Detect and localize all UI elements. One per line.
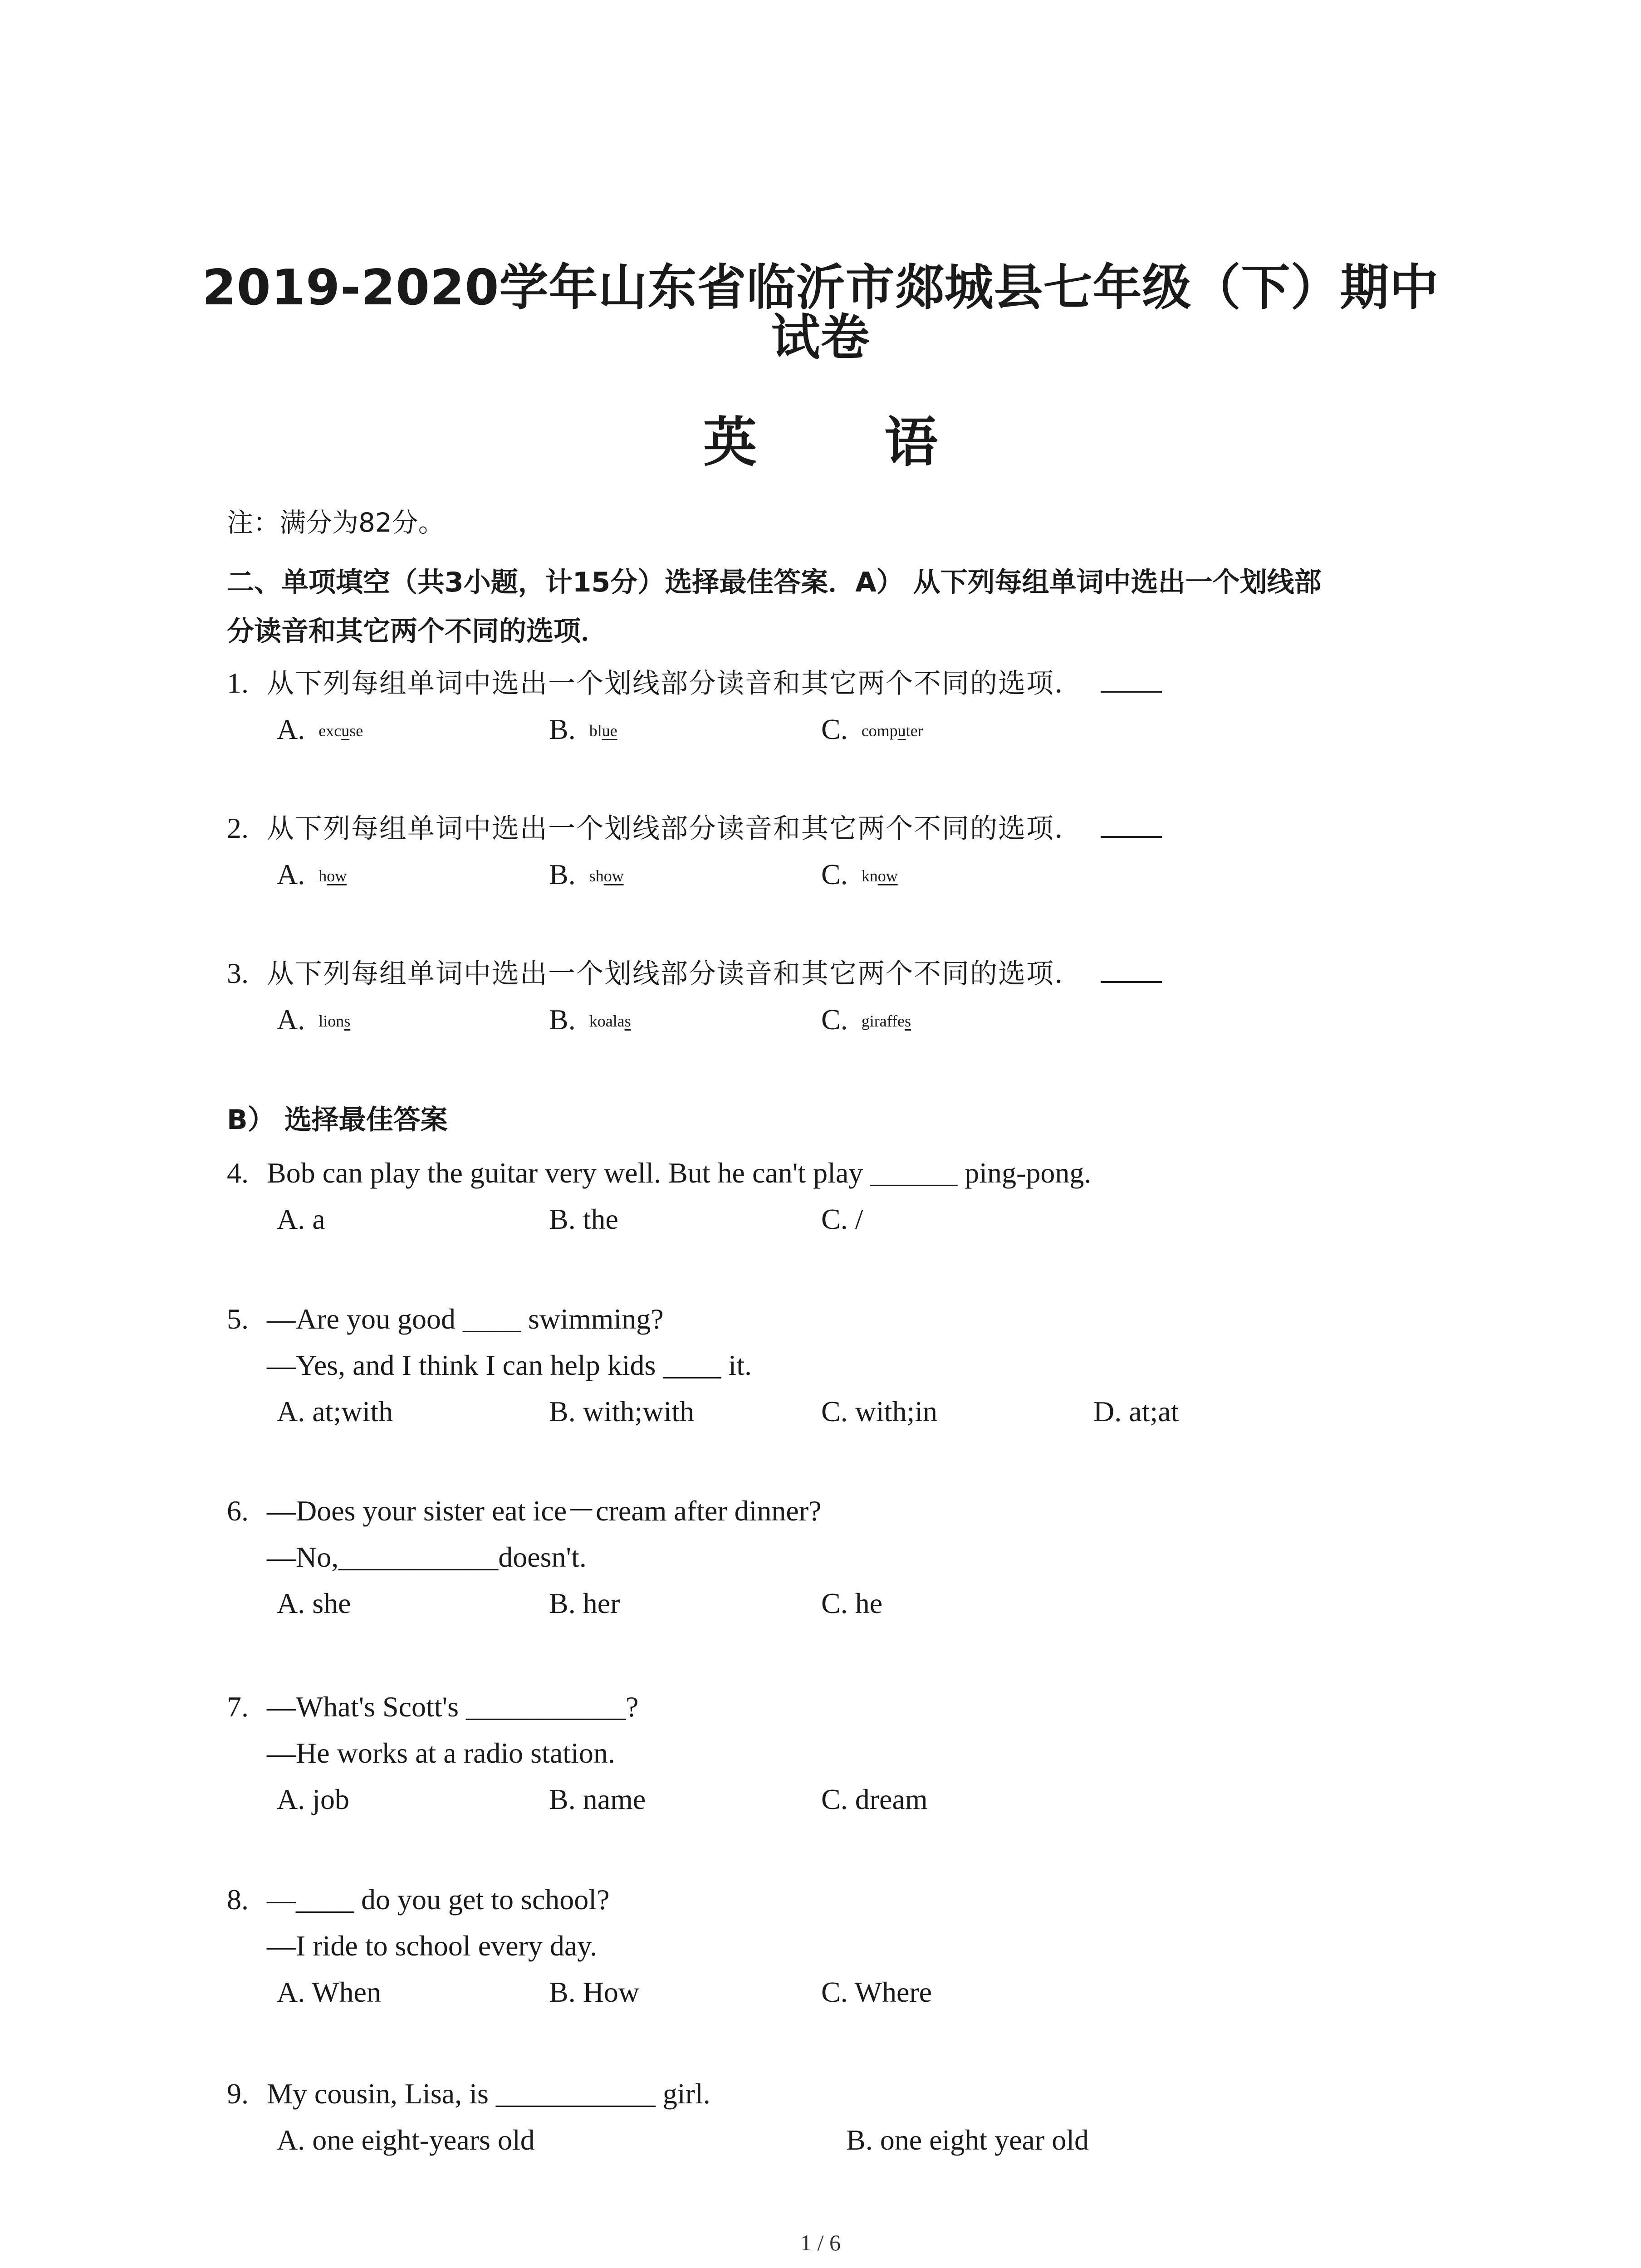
question-4 — [227, 1150, 1479, 1242]
question-number: 4. — [227, 1157, 249, 1189]
option-b: B. koalas — [549, 1003, 631, 1036]
question-2 — [227, 805, 1479, 898]
option-a: A. how — [277, 858, 347, 890]
section-a-heading-line-2: 分读音和其它两个不同的选项． — [227, 616, 608, 647]
section-a-heading — [227, 558, 1452, 656]
question-stem: Bob can play the guitar very well. But he can't play ______ ping-pong. — [267, 1157, 1092, 1189]
option-c: C. he — [821, 1587, 883, 1619]
question-stem-line-2: —No,___________doesn't. — [267, 1541, 587, 1573]
option-c: C. know — [821, 858, 898, 890]
option-b: B. name — [549, 1783, 646, 1815]
option-c: C. dream — [821, 1783, 928, 1815]
question-number: 7. — [227, 1691, 249, 1723]
question-stem: 从下列每组单词中选出一个划线部分读音和其它两个不同的选项． — [267, 668, 1083, 699]
question-stem-line-2: —He works at a radio station. — [267, 1737, 615, 1769]
score-note: 注：满分为82分。 — [227, 507, 445, 538]
option-a: A. lions — [277, 1003, 351, 1036]
option-c: C. computer — [821, 713, 923, 745]
option-b: B. the — [549, 1203, 618, 1235]
option-a: A. excuse — [277, 713, 363, 745]
answer-blank — [1101, 665, 1162, 693]
option-b: B. with;with — [549, 1395, 695, 1427]
question-number: 6. — [227, 1495, 249, 1527]
question-8 — [227, 1877, 1479, 2015]
option-b: B. show — [549, 858, 624, 890]
option-b: B. How — [549, 1976, 640, 2008]
answer-blank — [1101, 810, 1162, 838]
option-a: A. job — [277, 1783, 349, 1815]
option-a: A. a — [277, 1203, 325, 1235]
option-c: C. giraffes — [821, 1003, 911, 1036]
question-number: 1. — [227, 667, 249, 699]
question-stem: 从下列每组单词中选出一个划线部分读音和其它两个不同的选项． — [267, 813, 1083, 845]
question-stem: —What's Scott's ___________? — [267, 1691, 639, 1723]
option-b: B. her — [549, 1587, 620, 1619]
option-c: C. / — [821, 1203, 863, 1235]
question-number: 3. — [227, 957, 249, 989]
question-stem-line-2: —I ride to school every day. — [267, 1930, 598, 1962]
question-6 — [227, 1488, 1479, 1627]
question-9 — [227, 2071, 1479, 2163]
question-5 — [227, 1296, 1479, 1435]
question-1 — [227, 660, 1479, 753]
question-stem-line-2: —Yes, and I think I can help kids ____ it. — [267, 1349, 752, 1381]
option-a: A. she — [277, 1587, 351, 1619]
subject-title: 英 语 — [703, 411, 993, 474]
question-3 — [227, 950, 1479, 1043]
question-number: 9. — [227, 2077, 249, 2110]
option-b: B. one eight year old — [846, 2124, 1089, 2156]
question-stem: My cousin, Lisa, is ___________ girl. — [267, 2077, 710, 2110]
exam-title-line-2: 试卷 — [771, 309, 870, 366]
question-stem: —Are you good ____ swimming? — [267, 1303, 664, 1335]
option-c: C. Where — [821, 1976, 932, 2008]
question-number: 2. — [227, 812, 249, 844]
section-b-heading: B） 选择最佳答案 — [227, 1104, 448, 1136]
option-a: A. When — [277, 1976, 381, 2008]
answer-blank — [1101, 955, 1162, 983]
question-number: 8. — [227, 1883, 249, 1916]
page-number: 1 / 6 — [800, 2230, 841, 2255]
section-a-heading-line-1: 二、单项填空（共3小题，计15分）选择最佳答案．A） 从下列每组单词中选出一个划线部 — [227, 567, 1322, 598]
question-number: 5. — [227, 1303, 249, 1335]
option-a: A. at;with — [277, 1395, 393, 1427]
option-a: A. one eight-years old — [277, 2124, 535, 2156]
option-b: B. blue — [549, 713, 617, 745]
question-stem: 从下列每组单词中选出一个划线部分读音和其它两个不同的选项． — [267, 958, 1083, 990]
exam-title-line-1: 2019-2020学年山东省临沂市郯城县七年级（下）期中 — [202, 259, 1439, 316]
question-7 — [227, 1684, 1479, 1823]
question-stem: —Does your sister eat ice－cream after dinner? — [267, 1495, 822, 1527]
option-c: C. with;in — [821, 1395, 938, 1427]
question-stem: —____ do you get to school? — [267, 1883, 610, 1916]
option-d: D. at;at — [1093, 1395, 1179, 1427]
